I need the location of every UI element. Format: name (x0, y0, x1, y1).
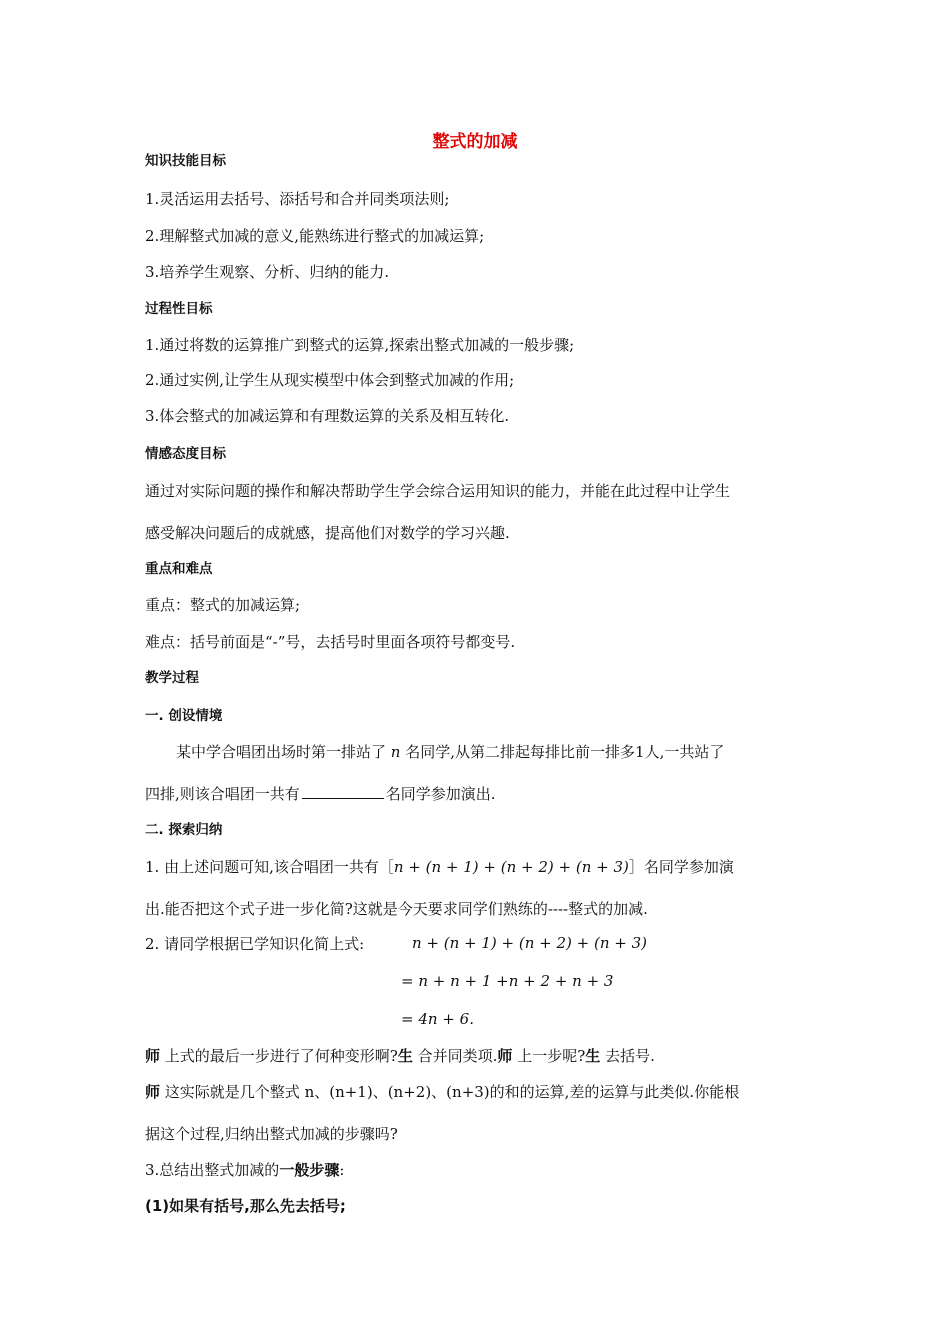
knowledge-goal-1: 1.灵活运用去括号、添括号和合并同类项法则; (145, 190, 450, 208)
heading-explore: 二. 探索归纳 (145, 822, 223, 838)
answer-blank (302, 784, 384, 799)
difficult-point: 难点：括号前面是“-”号，去括号时里面各项符号都变号. (145, 633, 516, 651)
teacher-question: 上式的最后一步进行了何种变形啊? (164, 1047, 398, 1065)
student-label: 生 (397, 1047, 413, 1065)
variable-n: n (390, 743, 401, 761)
heading-knowledge-goals: 知识技能目标 (145, 153, 226, 169)
equation-line-2: = n + n + 1 +n + 2 + n + 3 (401, 972, 614, 990)
explore-item-1-expr: n + (n + 1) + (n + 2) + (n + 3) (393, 858, 629, 876)
attitude-goal-line-1: 通过对实际问题的操作和解决帮助学生学会综合运用知识的能力，并能在此过程中让学生 (145, 482, 731, 500)
heading-create-scenario: 一. 创设情境 (145, 708, 223, 724)
scenario-text-line-1 (176, 742, 724, 762)
explore-item-2-line (145, 934, 364, 954)
equation-line-1: n + (n + 1) + (n + 2) + (n + 3) (412, 934, 648, 952)
knowledge-goal-2: 2.理解整式加减的意义,能熟练进行整式的加减运算; (145, 227, 485, 245)
scenario-text-d: 名同学参加演出. (385, 785, 496, 803)
process-goal-1: 1.通过将数的运算推广到整式的运算,探索出整式加减的一般步骤; (145, 336, 575, 354)
student-answer: 合并同类项. (417, 1047, 498, 1065)
teacher-label: 师 (145, 1047, 161, 1065)
explore-item-3-c: : (339, 1161, 345, 1179)
scenario-text-line-2 (145, 784, 496, 804)
explore-item-3 (145, 1160, 344, 1180)
dialogue-line-2 (145, 1082, 739, 1102)
step-1: (1)如果有括号,那么先去括号; (145, 1197, 346, 1215)
process-goal-3: 3.体会整式的加减运算和有理数运算的关系及相互转化. (145, 407, 510, 425)
heading-process-goals: 过程性目标 (145, 301, 213, 317)
scenario-text-a: 某中学合唱团出场时第一排站了 (176, 743, 387, 761)
student-label-2: 生 (585, 1047, 601, 1065)
teacher-remark: 这实际就是几个整式 n、(n+1)、(n+2)、(n+3)的和的运算,差的运算与此类似.你能根 (164, 1083, 740, 1101)
teacher-question-2: 上一步呢? (517, 1047, 586, 1065)
heading-key-points: 重点和难点 (145, 561, 213, 577)
heading-attitude-goals: 情感态度目标 (145, 446, 226, 462)
equation-line-3: = 4n + 6. (401, 1010, 474, 1028)
process-goal-2: 2.通过实例,让学生从现实模型中体会到整式加减的作用; (145, 371, 515, 389)
dialogue-line-3: 据这个过程,归纳出整式加减的步骤吗? (145, 1125, 398, 1143)
explore-item-3-bold: 一般步骤 (279, 1161, 340, 1179)
teacher-label-3: 师 (145, 1083, 161, 1101)
explore-item-3-a: 3.总结出整式加减的 (145, 1161, 280, 1179)
teacher-label-2: 师 (497, 1047, 513, 1065)
explore-item-1-a: 1. 由上述问题可知,该合唱团一共有［ (145, 858, 394, 876)
knowledge-goal-3: 3.培养学生观察、分析、归纳的能力. (145, 263, 390, 281)
page-title: 整式的加减 (432, 132, 518, 152)
explore-item-1-line-2: 出.能否把这个式子进一步化简?这就是今天要求同学们熟练的----整式的加减. (145, 900, 648, 918)
explore-item-1-b: ］名同学参加演 (628, 858, 734, 876)
key-point: 重点：整式的加减运算; (145, 596, 301, 614)
explore-item-1-line-1 (145, 857, 734, 877)
scenario-text-b: 名同学,从第二排起每排比前一排多1人,一共站了 (405, 743, 725, 761)
scenario-text-c: 四排,则该合唱团一共有 (145, 785, 300, 803)
heading-teaching-process: 教学过程 (145, 670, 199, 686)
student-answer-2: 去括号. (605, 1047, 655, 1065)
dialogue-line-1 (145, 1046, 655, 1066)
explore-item-2-text: 2. 请同学根据已学知识化简上式: (145, 935, 365, 953)
attitude-goal-line-2: 感受解决问题后的成就感，提高他们对数学的学习兴趣. (145, 524, 510, 542)
